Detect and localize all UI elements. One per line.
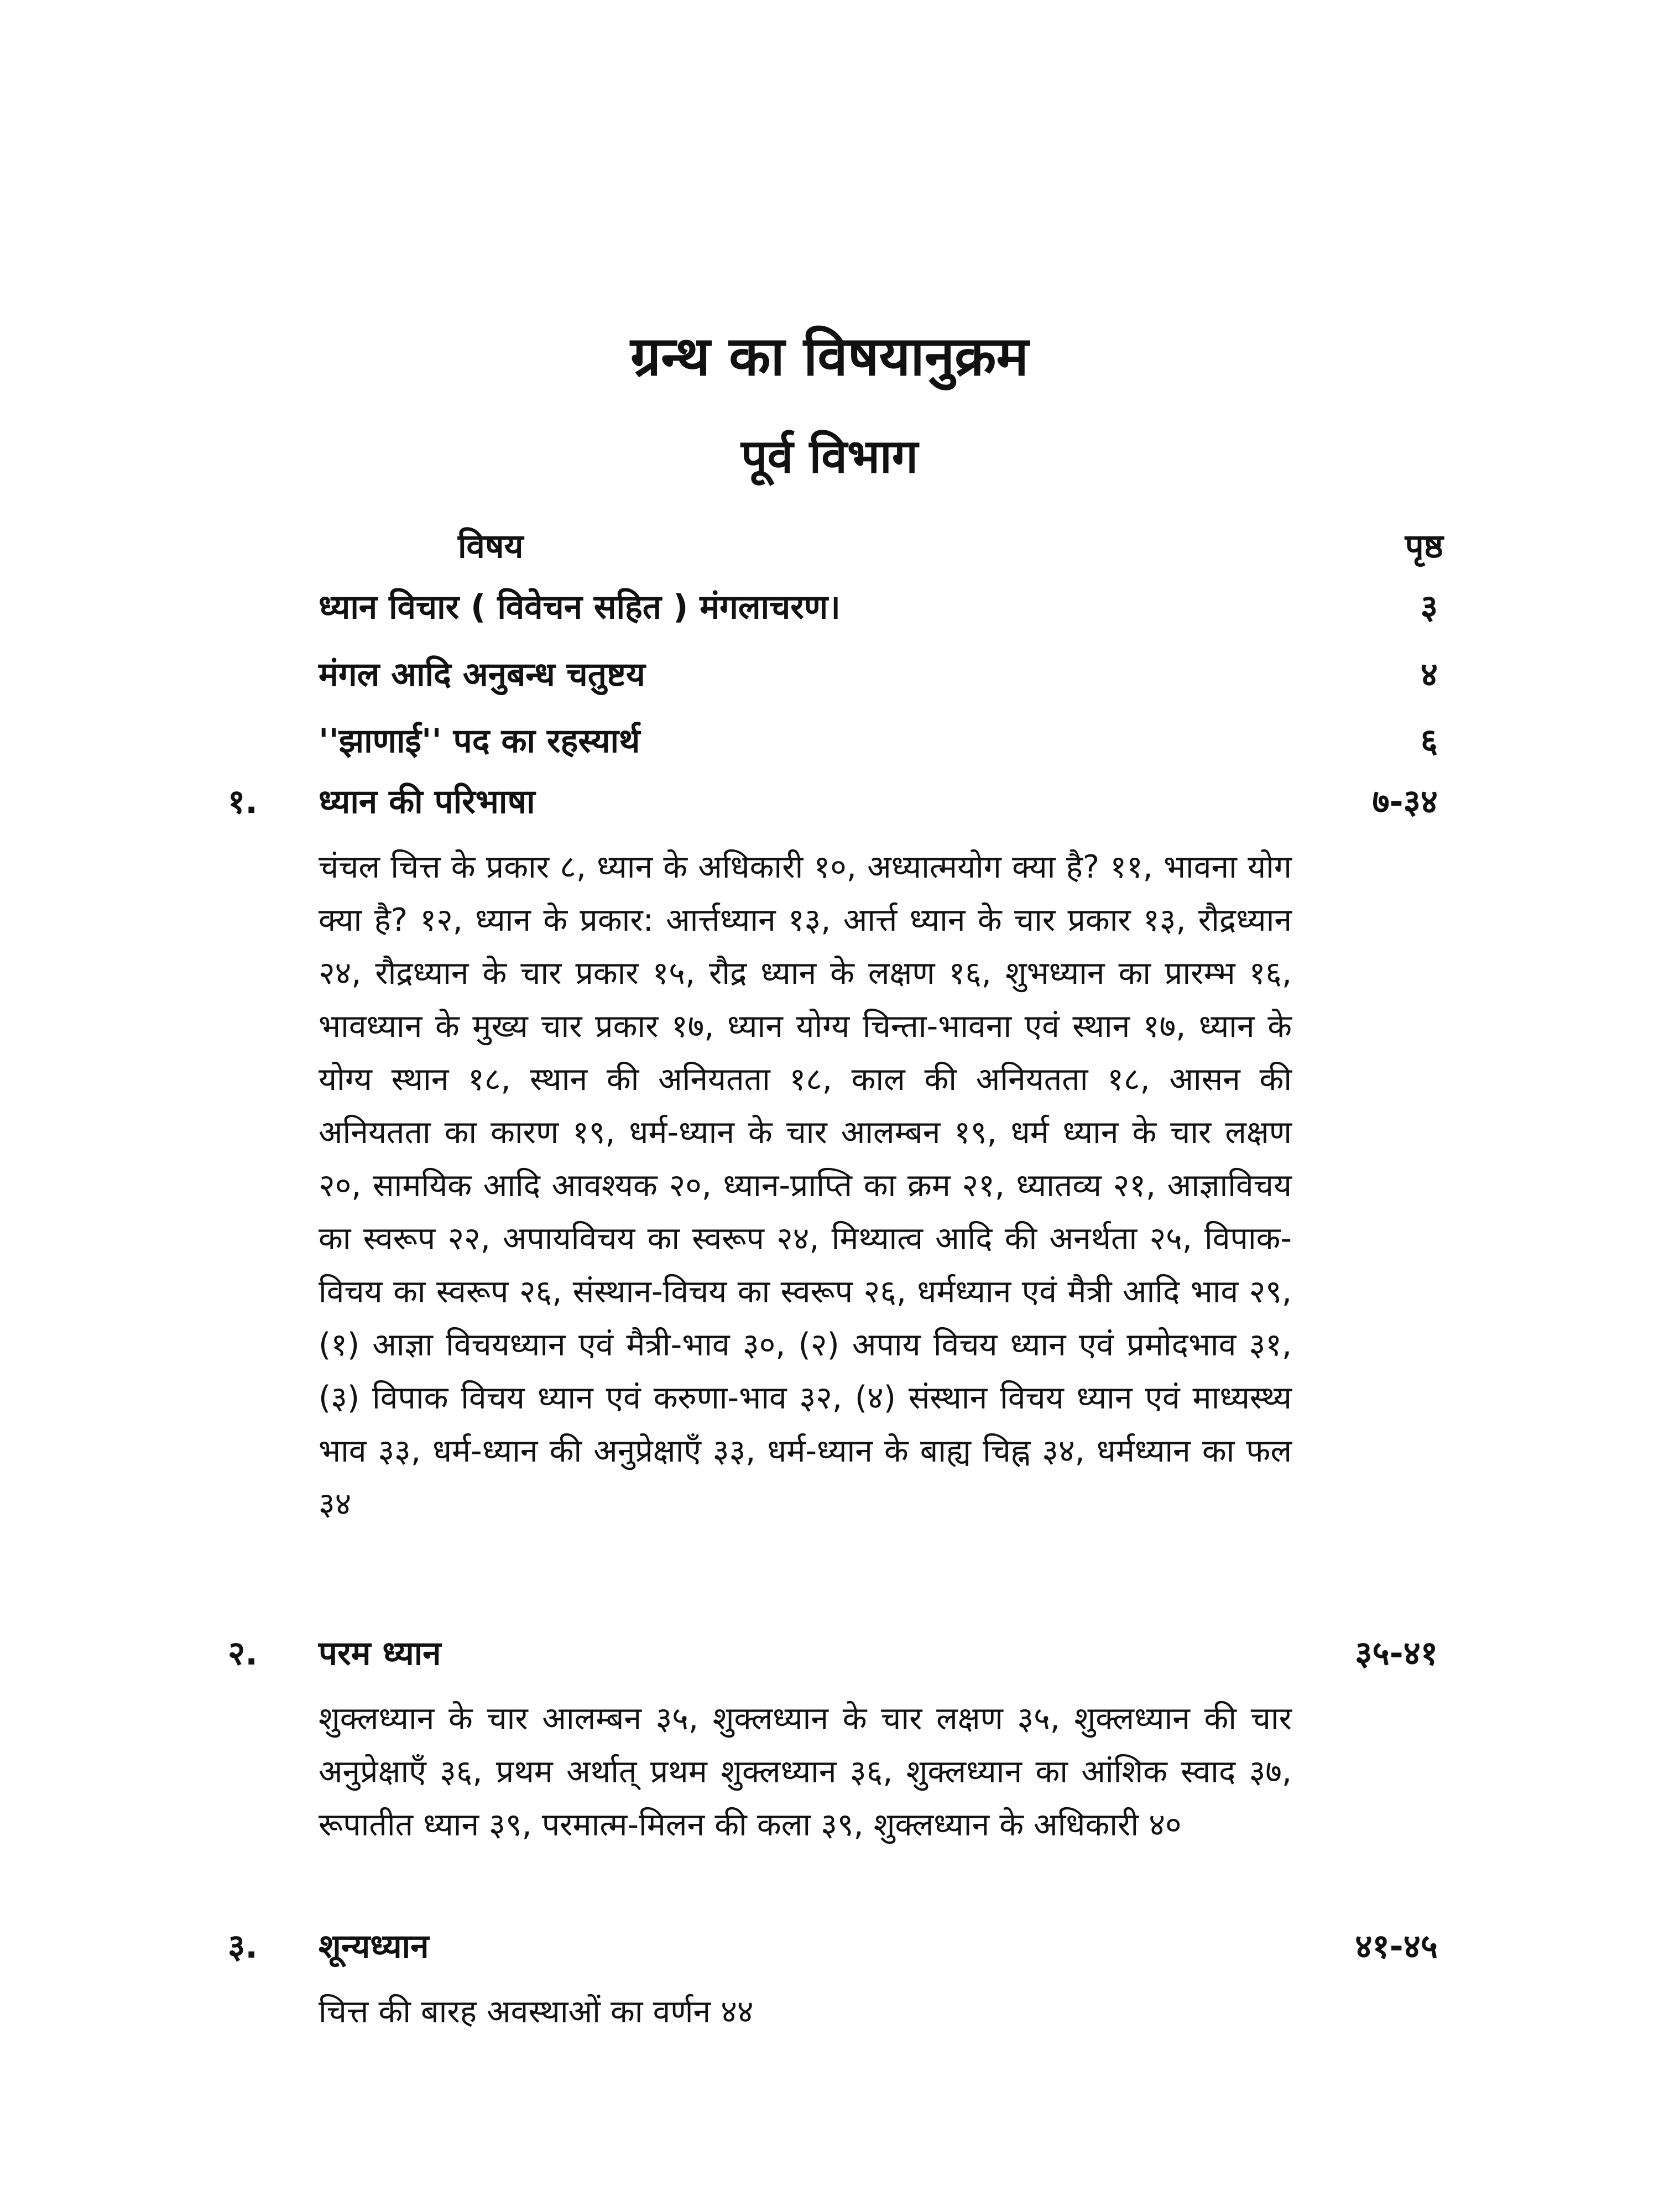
toc-entry-label: ''झाणाई'' पद का रहस्यार्थ	[319, 722, 640, 760]
chapter-number: ३.	[228, 1927, 258, 1966]
chapter-title: शून्यध्यान	[319, 1927, 429, 1966]
chapter-pages: ३५-४१	[1355, 1634, 1438, 1673]
toc-entry-label: मंगल आदि अनुबन्ध चतुष्टय	[319, 655, 645, 694]
page-title: ग्रन्थ का विषयानुक्रम	[630, 325, 1029, 388]
chapter-heading	[0, 780, 1659, 824]
toc-entry-page: ६	[1420, 722, 1438, 760]
subject-column-header: विषय	[458, 527, 524, 566]
section-heading: पूर्व विभाग	[740, 429, 919, 483]
toc-entry-page: ३	[1420, 588, 1438, 627]
chapter-number: १.	[228, 782, 258, 821]
chapter-heading	[0, 1631, 1659, 1676]
chapter-description: शुक्लध्यान के चार आलम्बन ३५, शुक्लध्यान के चार लक्षण ३५, शुक्लध्यान की चार अनुप्रेक्षाएँ ३६, प्रथम अर्थात् प्रथम शुक्लध्यान ३६, शुक्लध्यान का आंशिक स्वाद ३७, रूपातीत ध्यान ३९, परमात्म-मिलन की कला ३९, शुक्लध्यान के अधिकारी ४०	[319, 1700, 1292, 1843]
chapter-number: २.	[228, 1634, 258, 1673]
toc-entry	[0, 585, 1659, 629]
chapter-title: परम ध्यान	[319, 1634, 441, 1673]
toc-entry-label: ध्यान विचार ( विवेचन सहित ) मंगलाचरण।	[319, 588, 841, 627]
chapter-pages: ४१-४५	[1355, 1927, 1438, 1966]
chapter-description: चंचल चित्त के प्रकार ८, ध्यान के अधिकारी १०, अध्यात्मयोग क्या है? ११, भावना योग क्या है? १२, ध्यान के प्रकार: आर्त्तध्यान १३, आर्त्त ध्यान के चार प्रकार १३, रौद्रध्यान २४, रौद्रध्यान के चार प्रकार १५, रौद्र ध्यान के लक्षण १६, शुभध्यान का प्रारम्भ १६, भावध्यान के मुख्य चार प्रकार १७, ध्यान योग्य चिन्ता-भावना एवं स्थान १७, ध्यान के योग्य स्थान १८, स्थान की अनियतता १८, काल की अनियतता १८, आसन की अनियतता का कारण १९, धर्म-ध्यान के चार आलम्बन १९, धर्म ध्यान के चार लक्षण २०, सामयिक आदि आवश्यक २०, ध्यान-प्राप्ति का क्रम २१, ध्यातव्य २१, आज्ञाविचय का स्वरूप २२, अपायविचय का स्वरूप २४, मिथ्यात्व आदि की अनर्थता २५, विपाक-विचय का स्वरूप २६, संस्थान-विचय का स्वरूप २६, धर्मध्यान एवं मैत्री आदि भाव २९, (१) आज्ञा विचयध्यान एवं मैत्री-भाव ३०, (२) अपाय विचय ध्यान एवं प्रमोदभाव ३१, (३) विपाक विचय ध्यान एवं करुणा-भाव ३२, (४) संस्थान विचय ध्यान एवं माध्यस्थ्य भाव ३३, धर्म-ध्यान की अनुप्रेक्षाएँ ३३, धर्म-ध्यान के बाह्य चिह्न ३४, धर्मध्यान का फल ३४	[319, 849, 1292, 1522]
toc-entry	[0, 719, 1659, 763]
chapter-heading	[0, 1924, 1659, 1969]
chapter-description: चित्त की बारह अवस्थाओं का वर्णन ४४	[319, 1994, 754, 2030]
chapter-pages: ७-३४	[1372, 782, 1438, 821]
chapter-title: ध्यान की परिभाषा	[319, 782, 535, 821]
toc-entry	[0, 653, 1659, 697]
page-column-header: पृष्ठ	[1405, 527, 1443, 566]
toc-entry-page: ४	[1420, 655, 1438, 694]
